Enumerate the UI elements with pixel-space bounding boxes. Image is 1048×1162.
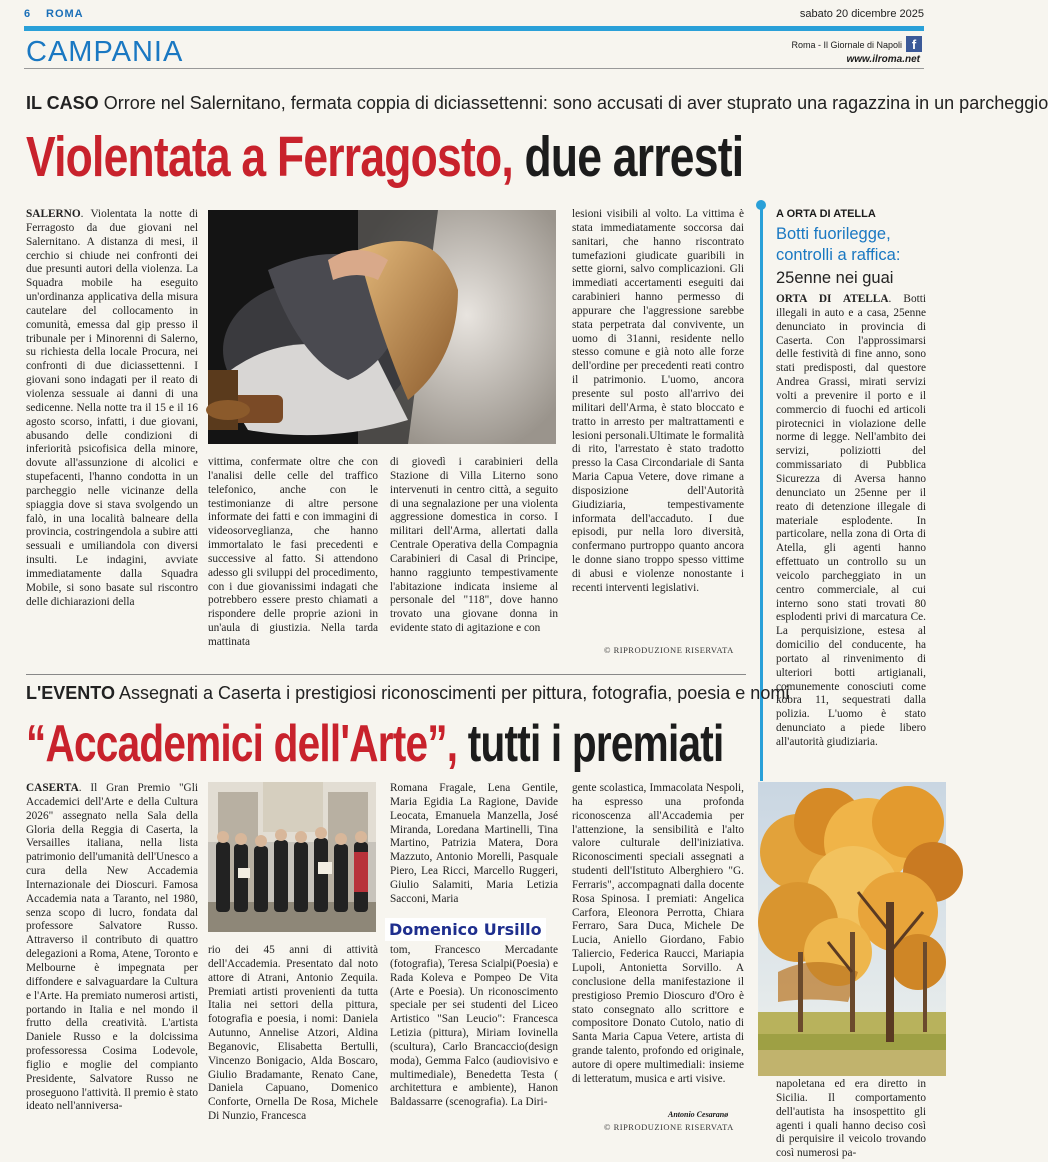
page-number: 6: [24, 8, 31, 20]
painting-photo: [758, 782, 946, 1076]
article1-dateline: SALERNO: [26, 208, 81, 220]
section-title: CAMPANIA: [26, 36, 184, 68]
article2-column-3-bottom: tom, Francesco Mercadante (fotografia), Teresa Scialpi(Poesia) e Rada Koleva e Pompeo De Vita (Arte e Poesia). Un riconoscimento speciale per sei studenti del Liceo Artistico "San Leucio": Francesca Letizia (pittura), Miriam Iovinella (scultura), Carlo Brancaccio(design moda), Gemma Falco (audiovisivo e multimediale), Benedetta Testa ( architettura e ambiente), Hanon Baldassarre (scenografia). La Diri-: [390, 944, 558, 1109]
article2-copyright: © RIPRODUZIONE RISERVATA: [604, 1122, 734, 1132]
article2-column-3-top: Romana Fragale, Lena Gentile, Maria Egidia La Ragione, Davide Leocata, Emanuela Manzella, José Miranda, Loredana Martinelli, Tina Martino, Patrizia Matera, Dora Mazzuto, Antonio Morelli, Pasquale Piero, Lea Ricci, Marcello Ruggeri, Giulio Salamiti, Maria Letizia Sacconi, Maria: [390, 782, 558, 905]
article1-kicker: [26, 93, 1048, 114]
article2-col1-text: . Il Gran Premio "Gli Accademici dell'Arte e della Cultura 2026" assegnato nella Sala della Gloria della Reggia di Caserta, la Versailles italiana, nella lista patrimonio dell'umanità dell'Unesco a cura della New Accademia Internazionale dei Dioscuri. Famosa Accademia nata a Taranto, nel 1980, senza scopo di lucro, fondata dal professore Salvatore Russo. Attraverso il contributo di quattro delegazioni a Roma, Atene, Toronto e Melbourne è impegnata per diffondere e salvaguardare la Cultura e l'Arte. Ha premiato numerosi artisti, portando in Italia e nel mondo il frutto della creatività. L'artista Daniele Russo e la dolcissima professoressa Cosima Lodevole, figlio e moglie del compianto Presidente, Salvatore Russo ne proseguono l'attività. Il premio è stato ideato nell'anniversa-: [26, 782, 198, 1113]
article1-column-2: vittima, confermate oltre che con l'analisi delle celle del traffico telefonico, anche con le testimonianze di altre persone informate dei fatti e con immagini di videosorveglianza, che hanno immortalato le fasi precedenti e successive al fatto. Si attendono adesso gli sviluppi del procedimento, con i due giovanissimi indagati che potrebbero essere presto chiamati a rispondere delle proprie azioni in un'aula di giustizia. Nella tarda mattinata: [208, 456, 378, 648]
article2-headline: [26, 714, 723, 774]
article2-dateline: CASERTA: [26, 782, 79, 794]
website-link[interactable]: www.ilroma.net: [846, 54, 920, 65]
article1-copyright: © RIPRODUZIONE RISERVATA: [604, 645, 734, 655]
article-divider: [26, 674, 746, 675]
sidebar-kicker: A ORTA DI ATELLA: [776, 208, 876, 220]
sidebar-dot: [756, 200, 766, 210]
article1-col1-text: . Violentata la notte di Ferragosto da due giovani nel Salernitano. A distanza di mesi, il cerchio si chiude nei confronti dei due presunti autori della violenza. La Squadra mobile ha eseguito un'ordinanza applicativa della misura cautelare del collocamento in comunità, emessa dal gip presso il tribunale per i Minorenni di Salerno, su richiesta della locale Procura, nei confronti di due diciassettenni. I giovani sono indagati per il reato di violenza sessuale ai danni di una sedicenne. Nella notte tra il 15 e il 16 agosto scorso, infatti, i due giovani, abusando delle condizioni di inferiorità psicofisica della minore, dovute all'assunzione di alcolici e stupefacenti, l'hanno condotta in un parcheggio nelle vicinanze della spiaggia dove si stava svolgendo un falò, in una località balneare della provincia, costringendola a subire atti sessuali e umiliandola con diversi insulti. Le indagini, avviate immediatamente dalla Squadra Mobile, si sono basate sul riscontro delle dichiarazioni della: [26, 208, 198, 608]
sidebar-continuation: napoletana ed era diretto in Sicilia. Il comportamento dell'autista ha insospettito gli agenti i quali hanno deciso così di perquisire il veicolo trovando così numerosi pa-: [776, 1078, 926, 1160]
article2-headline-black: tutti i premiati: [467, 715, 724, 773]
header-rule: [24, 26, 924, 31]
article1-kicker-label: IL CASO: [26, 93, 99, 113]
newspaper-name: ROMA: [46, 8, 84, 20]
article2-kicker: [26, 683, 789, 704]
sidebar-dateline: ORTA DI ATELLA: [776, 293, 889, 305]
issue-date: sabato 20 dicembre 2025: [799, 8, 924, 20]
article1-column-4: lesioni visibili al volto. La vittima è stata immediatamente soccorsa dai sanitari, che hanno riscontrato tumefazioni giudicate guaribili in sette giorni, salvo complicazioni. Gli immediati accertamenti eseguiti dai carabinieri hanno permesso di appurare che l'aggressione sarebbe stata perpetrata dal convivente, un uomo di 31anni, residente nello stesso comune e già noto alle forze dell'ordine per precedenti reati contro il patrimonio. L'uomo, ancora presente sul posto all'arrivo dei militari dell'Arma, è stato bloccato e tratto in arresto per maltrattamenti e lesioni personali.Ultimate le formalità di rito, l'arrestato è stato tradotto presso la Casa Circondariale di Santa Maria Capua Vetere, dove rimane a disposizione dell'Autorità Giudiziaria, tempestivamente informata dell'accaduto. I due episodi, pur nella loro diversità, confermano purtroppo quanto ancora le donne siano troppo spesso vittime di abusi e violenze nonostante i recenti interventi legislativi.: [572, 208, 744, 594]
article2-column-2: rio dei 45 anni di attività dell'Accademia. Presentato dal noto attore di Atrani, Antonio Zequila. Premiati artisti provenienti da tutta Italia nei settori della pittura, fotografia e poesia, i nomi: Daniela Autunno, Annelise Atzori, Aldina Beganovic, Elisabetta Bertulli, Vincenzo Bonigacio, Alda Boscaro, Giulio Bradamante, Renato Cane, Daniela Capuano, Domenico Conforte, Ornella De Rosa, Michele Di Nunzio, Francesca: [208, 944, 378, 1123]
article2-column-4: gente scolastica, Immacolata Nespoli, ha espresso una profonda riconoscenza all'Accademia per l'attenzione, la sensibilità e l'alto valore culturale dell'iniziativa. Riconoscimenti speciali assegnati a studenti dell'Istituto Alberghiero "G. Ferraris", accompagnati dalla docente Rosa Spinosa. I premiati: Angelica Carfora, Eleonora Perrotta, Chiara Ferraro, Sara Duca, Michele De Lucia, Aniello Giordano, Fabio Taliercio, Federica Raucci, Mariapia Lupoli, Antonietta Sorvillo. A conclusione della manifestazione il prestigioso Premio Dioscuro d'Oro è stato consegnato allo scrittore e compositore Donato Cutolo, natio di Santa Maria Capua Vetere, artista di grande talento, profondo ed originale, autore di opere multimediali: insieme di letteratum, musica e arti visive.: [572, 782, 744, 1085]
watermark: Domenico Ursillo: [385, 918, 546, 941]
article1-column-3: di giovedì i carabinieri della Stazione di Villa Literno sono intervenuti in centro città, a seguito di una segnalazione per una violenta aggressione domestica in corso. I militari dell'Arma, allertati dalla Centrale Operativa della Compagnia Carabinieri di Casal di Principe, hanno raggiunto tempestivamente l'abitazione indicata insieme al personale del "118", dove hanno trovato una giovane donna in evidente stato di agitazione e con: [390, 456, 558, 635]
sidebar-body-text: . Botti illegali in auto e a casa, 25enne denunciato in provincia di Caserta. Con l'approssimarsi delle festività di fine anno, sono stati predisposti, dal questore Andrea Grassi, mirati servizi volti a prevenire il porto e il commercio di fuochi ed articoli pirotecnici in violazione delle norme di legge. Nell'ambito dei servizi, poliziotti del commissariato di Pubblica Sicurezza di Aversa hanno denunciato un 25enne per il reato di detenzione illegale di materiale esplodente. In particolare, nella zona di Orta di Atella, gli agenti hanno effettuato un controllo su un veicolo parcheggiato in un centro commerciale, al cui interno sono stati trovati 80 esplodenti privi di marcatura Ce. La perquisizione, estesa al domicilio del conducente, ha portato al rinvenimento di ulteriori botti artigianali, comunemente conosciuti come kobra 11, sequestrati dalla polizia. L'uomo è stato denunciato a piede libero all'autorità giudiziaria.: [776, 293, 927, 748]
sidebar-title: Botti fuorilegge, controlli a raffica:: [776, 225, 901, 264]
article1-headline-red: Violentata a Ferragosto,: [26, 125, 513, 189]
article2-kicker-label: L'EVENTO: [26, 683, 115, 703]
article2-author: Antonio Cesaranø: [668, 1110, 729, 1119]
article2-column-1: [26, 782, 198, 1138]
facebook-icon[interactable]: f: [906, 36, 922, 52]
article2-headline-red: “Accademici dell'Arte”,: [26, 715, 458, 773]
article1-headline: [26, 124, 743, 190]
sidebar-subtitle: 25enne nei guai: [776, 269, 894, 287]
article1-headline-black: due arresti: [524, 125, 744, 189]
tagline: Roma - Il Giornale di Napoli: [791, 40, 902, 50]
article2-kicker-text: Assegnati a Caserta i prestigiosi riconoscimenti per pittura, fotografia, poesia e nomi: [118, 683, 790, 703]
article1-column-1: [26, 208, 198, 670]
article1-kicker-text: Orrore nel Salernitano, fermata coppia di diciassettenni: sono accusati di aver stuprato una ragazzina in un parcheggio: [103, 93, 1048, 113]
article1-photo: [208, 210, 556, 444]
section-divider: [24, 68, 924, 69]
article2-photo: [208, 782, 376, 932]
sidebar-body: [776, 293, 926, 751]
page-header-bar: [24, 8, 924, 24]
